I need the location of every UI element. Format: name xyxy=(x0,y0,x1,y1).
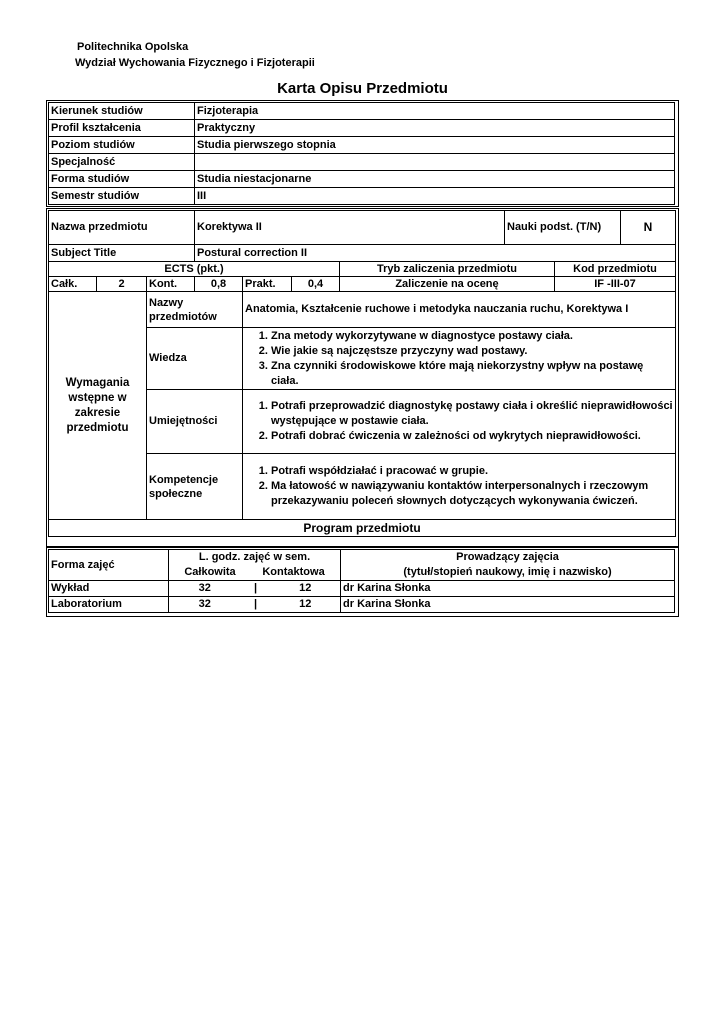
study-form-label: Forma studiów xyxy=(49,171,195,188)
course-name-label: Nazwa przedmiotu xyxy=(49,211,195,245)
knowledge-label: Wiedza xyxy=(147,328,243,390)
course-code-value: IF -III-07 xyxy=(555,277,676,292)
prerequisites-section-label: Wymagania wstępne w zakresie przedmiotu xyxy=(49,292,147,520)
ects-total-label: Całk. xyxy=(49,277,97,292)
prerequisite-courses-label: Nazwy przedmiotów xyxy=(147,292,243,328)
knowledge-list-cell xyxy=(243,328,676,390)
prerequisite-courses-value: Anatomia, Kształcenie ruchowe i metodyka nauczania ruchu, Korektywa I xyxy=(243,292,676,328)
knowledge-item: 1. Zna metody wykorzytywane w diagnostyce postawy ciała. xyxy=(271,329,673,344)
course-table xyxy=(48,210,676,537)
profile-label: Profil kształcenia xyxy=(49,120,195,137)
social-competence-label: Kompetencje społeczne xyxy=(147,454,243,520)
program-title: Program przedmiotu xyxy=(49,520,676,537)
table-row xyxy=(49,581,675,597)
study-field-value: Fizjoterapia xyxy=(195,103,675,120)
knowledge-item: 3. Zna czynniki środowiskowe które mają niekorzystny wpływ na postawę ciała. xyxy=(271,359,673,389)
skills-list xyxy=(245,399,673,444)
specialty-value xyxy=(195,154,675,171)
skills-label: Umiejętności xyxy=(147,390,243,454)
table-row xyxy=(49,597,675,613)
basic-science-label: Nauki podst. (T/N) xyxy=(505,211,621,245)
study-info-row xyxy=(49,137,675,154)
hours-separator: | xyxy=(241,581,271,597)
subject-title-label: Subject Title xyxy=(49,245,195,262)
program-header-row xyxy=(49,550,675,581)
social-competence-list xyxy=(245,464,673,509)
level-value: Studia pierwszego stopnia xyxy=(195,137,675,154)
ects-values-row xyxy=(49,277,676,292)
semester-label: Semestr studiów xyxy=(49,188,195,205)
ects-practical-label: Prakt. xyxy=(243,277,292,292)
skills-item: 1. Potrafi przeprowadzić diagnostykę postawy ciała i określić nieprawidłowości występujące w postawie ciała. xyxy=(271,399,673,429)
study-form-value: Studia niestacjonarne xyxy=(195,171,675,188)
hours-separator: | xyxy=(241,597,271,613)
faculty-name: Wydział Wychowania Fizycznego i Fizjoterapii xyxy=(75,57,315,69)
study-info-row xyxy=(49,188,675,205)
class-form: Wykład xyxy=(49,581,169,597)
skills-list-cell xyxy=(243,390,676,454)
social-competence-item: 2. Ma łatowość w nawiązywaniu kontaktów interpersonalnych i rzeczowym przekazywaniu poleceń słownych dotyczących wykonywania ćwiczeń. xyxy=(271,479,673,509)
program-table xyxy=(48,549,675,613)
teacher-header xyxy=(341,550,675,581)
study-info-row xyxy=(49,120,675,137)
study-info-row xyxy=(49,171,675,188)
profile-value: Praktyczny xyxy=(195,120,675,137)
course-name-value: Korektywa II xyxy=(195,211,505,245)
basic-science-value: N xyxy=(621,211,676,245)
total-hours: 32 xyxy=(169,597,241,613)
prerequisite-courses-row xyxy=(49,292,676,328)
assessment-header: Tryb zaliczenia przedmiotu xyxy=(340,262,555,277)
document-title: Karta Opisu Przedmiotu xyxy=(277,80,448,97)
knowledge-list xyxy=(245,329,673,389)
ects-total-value: 2 xyxy=(97,277,147,292)
contact-hours: 12 xyxy=(271,597,341,613)
teacher-name: dr Karina Słonka xyxy=(341,581,675,597)
program-title-row xyxy=(49,520,676,537)
hours-subheader xyxy=(171,565,338,580)
level-label: Poziom studiów xyxy=(49,137,195,154)
total-hours-header: Całkowita xyxy=(184,566,236,578)
total-hours: 32 xyxy=(169,581,241,597)
skills-item: 2. Potrafi dobrać ćwiczenia w zależności od wykrytych nieprawidłowości. xyxy=(271,429,673,444)
course-code-header: Kod przedmiotu xyxy=(555,262,676,277)
teacher-header-subtitle: (tytuł/stopień naukowy, imię i nazwisko) xyxy=(403,566,612,578)
assessment-value: Zaliczenie na ocenę xyxy=(340,277,555,292)
study-info-row xyxy=(49,154,675,171)
subject-title-row xyxy=(49,245,676,262)
ects-header: ECTS (pkt.) xyxy=(49,262,340,277)
study-info-table xyxy=(48,102,675,205)
contact-hours-header: Kontaktowa xyxy=(262,566,325,578)
subject-title-value: Postural correction II xyxy=(195,245,676,262)
teacher-header-title: Prowadzący zajęcia xyxy=(456,551,559,563)
contact-hours: 12 xyxy=(271,581,341,597)
social-competence-item: 1. Potrafi współdziałać i pracować w grupie. xyxy=(271,464,673,479)
social-competence-list-cell xyxy=(243,454,676,520)
ects-contact-label: Kont. xyxy=(147,277,195,292)
hours-header xyxy=(169,550,341,581)
hours-header-title: L. godz. zajęć w sem. xyxy=(198,551,311,563)
class-form: Laboratorium xyxy=(49,597,169,613)
specialty-label: Specjalność xyxy=(49,154,195,171)
teacher-name: dr Karina Słonka xyxy=(341,597,675,613)
course-name-row xyxy=(49,211,676,245)
study-info-row xyxy=(49,103,675,120)
form-header: Forma zajęć xyxy=(49,550,169,581)
semester-value: III xyxy=(195,188,675,205)
ects-practical-value: 0,4 xyxy=(292,277,340,292)
knowledge-item: 2. Wie jakie są najczęstsze przyczyny wad postawy. xyxy=(271,344,673,359)
ects-header-row xyxy=(49,262,676,277)
study-field-label: Kierunek studiów xyxy=(49,103,195,120)
university-name: Politechnika Opolska xyxy=(77,41,189,53)
ects-contact-value: 0,8 xyxy=(195,277,243,292)
